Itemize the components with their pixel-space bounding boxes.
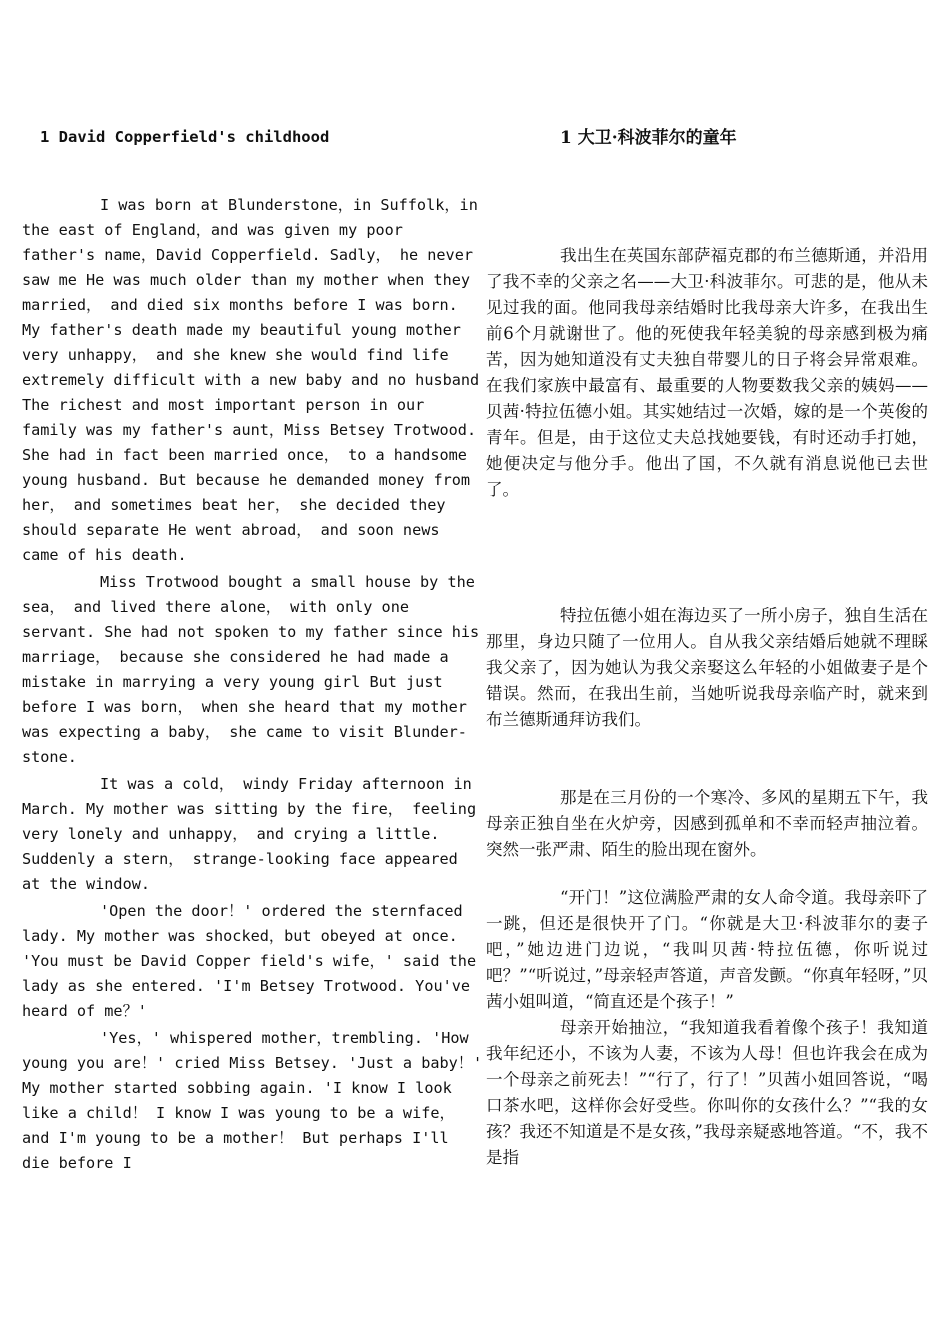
chinese-chapter-title: 1 大卫·科波菲尔的童年 [560,128,737,148]
chinese-paragraph-4: “开门！”这位满脸严肃的女人命令道。我母亲吓了一跳，但还是很快开了门。“你就是大卫·科波菲尔的妻子吧，”她边进门边说，“我叫贝茜·特拉伍德，你听说过吧？”“听说过，”母亲轻声答道，声音发颤。“你真年轻呀，”贝茜小姐叫道，“简直还是个孩子！” [486,888,928,1011]
english-column [22,125,484,1176]
english-paragraph-1: I was born at Blunderstone，in Suffolk，in the east of England，and was given my poor father's name，David Copperfield. Sadly， he never saw me He was much older than my mother when they married， and died six months before I was born. My father's death made my beautiful young mother very unhappy， and she knew she would find life extremely difficult with a new baby and no husband The richest and most important person in our family was my father's aunt，Miss Betsey Trotwood. She had in fact been married once， to a handsome young husband. But because he demanded money from her， and sometimes beat her， she decided they should separate He went abroad， and soon news came of his death. [22,196,480,564]
english-paragraph-4: 'Open the door！' ordered the sternfaced lady. My mother was shocked，but obeyed at once. 'You must be David Copper field's wife，' said the lady as she entered. 'I'm Betsey Trotwood. You've heard of me？' [22,902,477,1020]
chinese-paragraph-3: 那是在三月份的一个寒冷、多风的星期五下午，我母亲正独自坐在火炉旁，因感到孤单和不幸而轻声抽泣着。突然一张严肃、陌生的脸出现在窗外。 [486,788,928,859]
english-paragraph-5: 'Yes，' whispered mother，trembling. 'How young you are！' cried Miss Betsey. 'Just a baby！' My mother started sobbing again. 'I know I look like a child！ I know I was young to be a wife， and I'm young to be a mother！ But perhaps I'll die before I [22,1029,483,1172]
chinese-paragraph-5: 母亲开始抽泣，“我知道我看着像个孩子！我知道我年纪还小，不该为人妻，不该为人母！但也许我会在成为一个母亲之前死去！”“行了，行了！”贝茜小姐回答说，“喝口茶水吧，这样你会好受些。你叫你的女孩什么？”“我的女孩？我还不知道是不是女孩，”我母亲疑惑地答道。“不，我不是指 [486,1018,928,1167]
english-paragraph-2: Miss Trotwood bought a small house by the sea， and lived there alone， with only one servant. She had not spoken to my father since his marriage， because she considered he had made a mistake in marrying a very young girl But just before I was born， when she heard that my mother was expecting a baby， she came to visit Blunder- stone. [22,573,480,766]
english-chapter-title: 1 David Copperfield's childhood [40,128,330,146]
chinese-paragraph-1: 我出生在英国东部萨福克郡的布兰德斯通，并沿用了我不幸的父亲之名——大卫·科波菲尔。可悲的是，他从未见过我的面。他同我母亲结婚时比我母亲大许多，在我出生前6个月就谢世了。他的死使我年轻美貌的母亲感到极为痛苦，因为她知道没有丈夫独自带婴儿的日子将会异常艰难。在我们家族中最富有、最重要的人物要数我父亲的姨妈——贝茜·特拉伍德小姐。其实她结过一次婚，嫁的是一个英俊的青年。但是，由于这位丈夫总找她要钱，有时还动手打她，她便决定与他分手。他出了国，不久就有消息说他已去世了。 [486,246,928,499]
chinese-paragraph-2: 特拉伍德小姐在海边买了一所小房子，独自生活在那里，身边只随了一位用人。自从我父亲结婚后她就不理睬我父亲了，因为她认为我父亲娶这么年轻的小姐做妻子是个错误。然而，在我出生前，当她听说我母亲临产时，就来到布兰德斯通拜访我们。 [486,606,928,729]
english-paragraph-3: It was a cold， windy Friday afternoon in March. My mother was sitting by the fire， feeling very lonely and unhappy， and crying a little. Suddenly a stern， strange-looking face appeared at the window. [22,775,477,893]
chinese-column [486,125,928,1171]
